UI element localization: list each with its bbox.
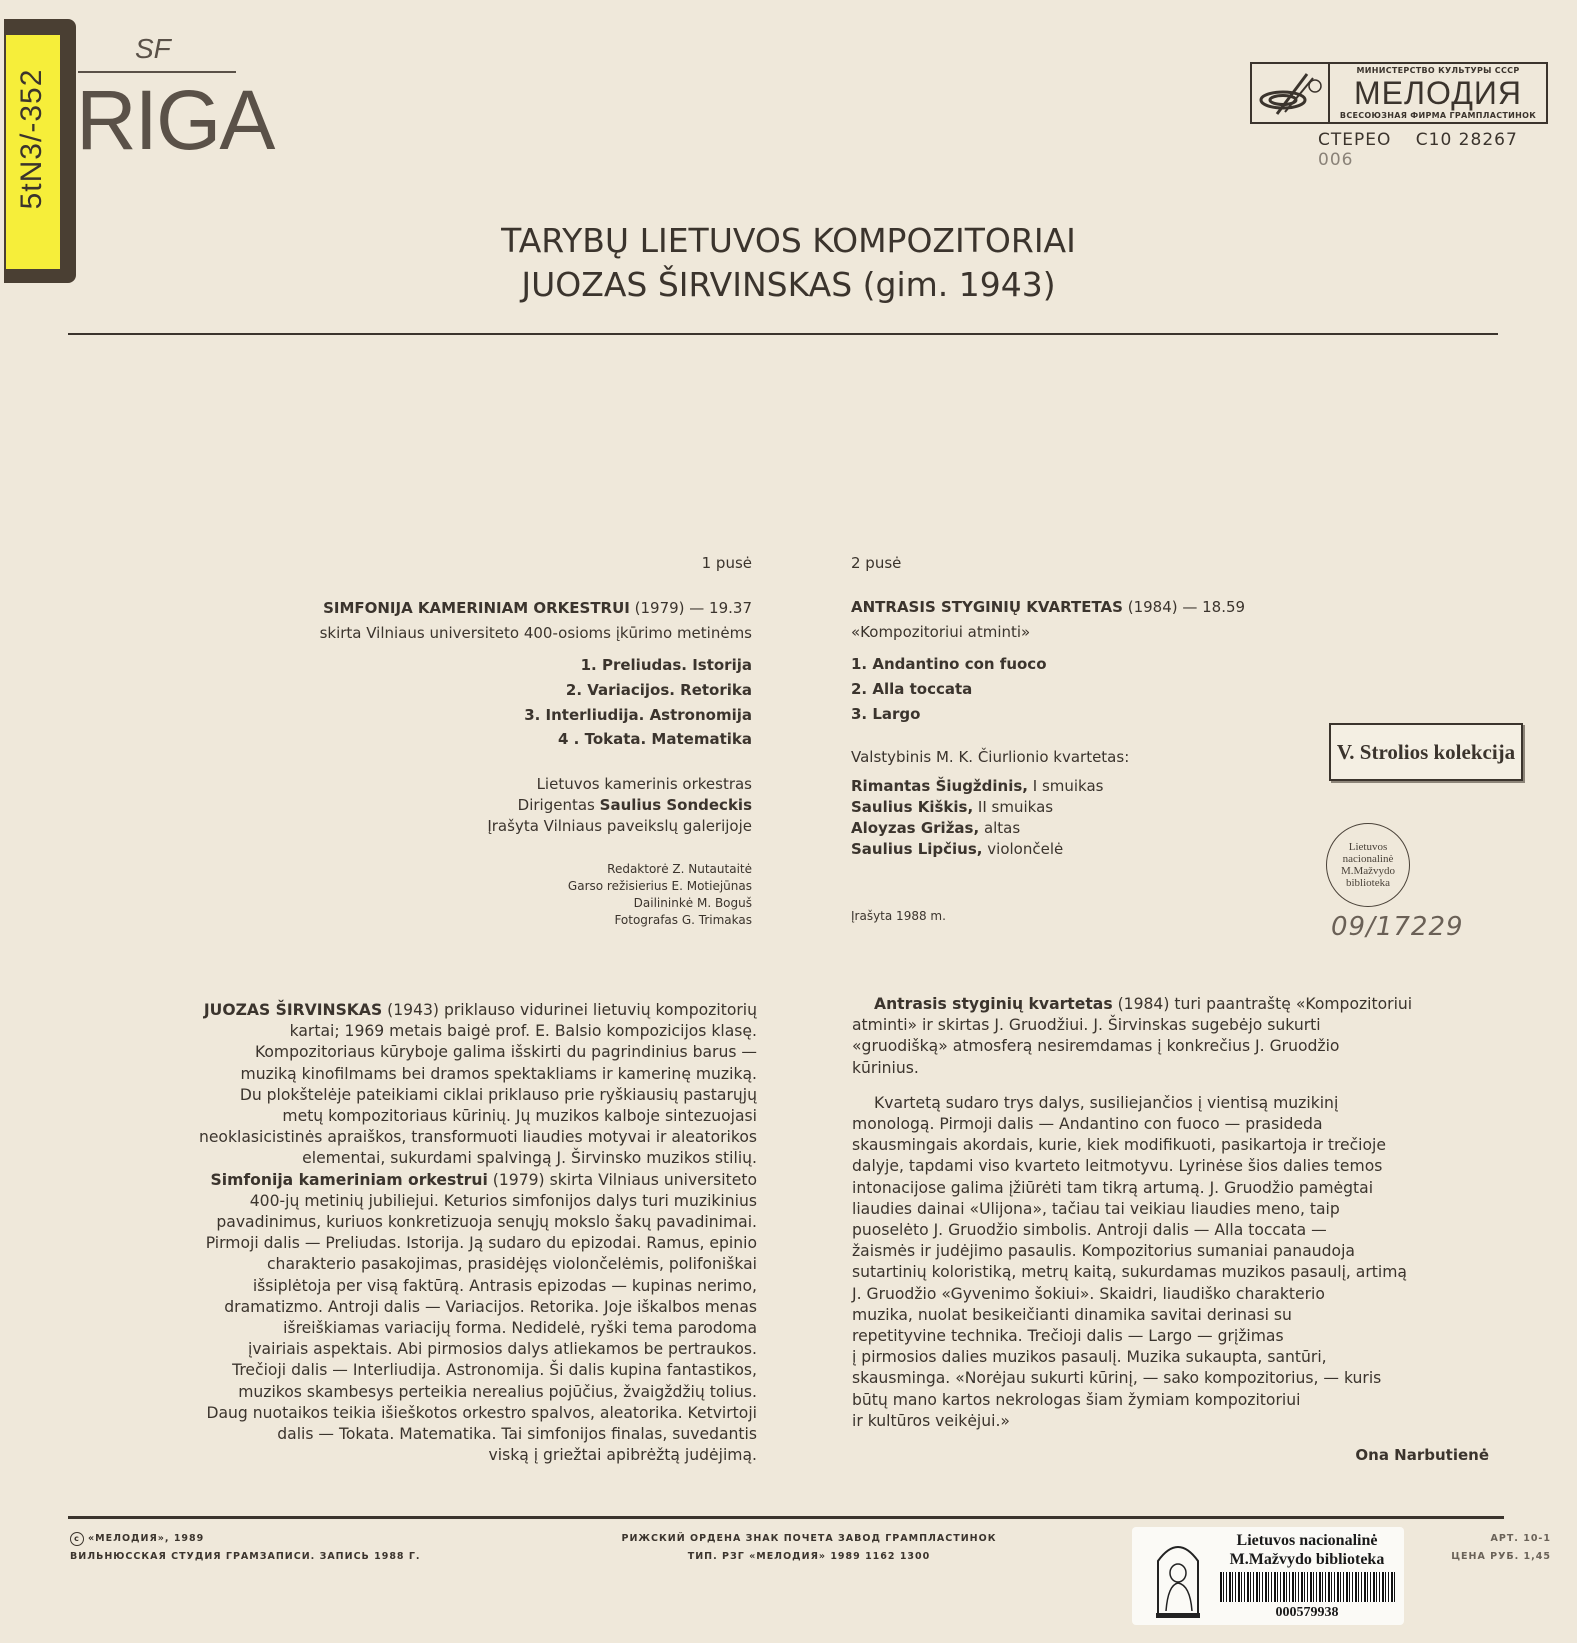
essay-line xyxy=(199,1085,757,1106)
essay-line xyxy=(199,1064,757,1085)
essay-line xyxy=(199,1212,757,1233)
stamp-line: M.Mažvydo xyxy=(1340,865,1396,877)
essay-text: skausminga. «Norėjau sukurti kūrinį, — sako kompozitorius, — kuris xyxy=(852,1369,1382,1388)
essay-text: neoklasicistinės apraiškos, transformuoti liaudies motyvai ir aleatorikos xyxy=(198,1128,757,1147)
essay-line xyxy=(199,1276,757,1297)
side1-conductor xyxy=(518,796,752,815)
essay-text: išsiplėtoja per visą faktūrą. Antrasis epizodas — kupinas nerimo, xyxy=(252,1276,757,1295)
footer-copyright: «МЕЛОДИЯ», 1989 xyxy=(88,1533,205,1544)
side1-work xyxy=(323,599,752,618)
essay-line xyxy=(199,1254,757,1275)
barcode-number: 000579938 xyxy=(1275,1605,1339,1620)
essay-text: skausmingais akordais, kurie, kiek modifikuoti, pasikartoja ir trečioje xyxy=(852,1136,1386,1155)
player-role: altas xyxy=(979,819,1021,837)
essay-line xyxy=(852,1305,1412,1326)
essay-text: išreiškiamas variacijų forma. Nedidelė, ryški tema parodoma xyxy=(283,1319,757,1338)
essay-text: muzika, nuolat besikeičianti dinamika savitai derinasi su xyxy=(852,1305,1292,1324)
essay-text: intonacijose galima įžiūrėti tam tikrą artumą. J. Gruodžio pamėgtai xyxy=(852,1178,1374,1197)
collection-stamp: V. Strolios kolekcija xyxy=(1329,723,1523,781)
stereo-label: СТЕРЕО xyxy=(1318,130,1392,150)
essay-text: kūrinius. xyxy=(852,1058,919,1077)
library-barcode-sticker xyxy=(1132,1527,1404,1625)
essay-text: sutartinių koloristiką, metrų kaitą, sukurdamas muzikos pasaulį, artimą xyxy=(852,1263,1407,1282)
player-role: II smuikas xyxy=(973,798,1054,816)
essay-text: muziką kinofilmams bei dramos spektakliams ir kamerinę muziką. xyxy=(240,1064,757,1083)
conductor-name: Saulius Sondeckis xyxy=(599,796,752,814)
catalog-number xyxy=(1318,130,1577,170)
essay-line xyxy=(852,1036,1412,1057)
essay-text: įvairiais aspektais. Abi pirmosios dalys atliekamos be pertraukos. xyxy=(248,1340,757,1359)
player xyxy=(851,798,1053,817)
player-name: Aloyzas Grižas, xyxy=(851,819,980,837)
catalog-suffix: 006 xyxy=(1318,150,1354,170)
shelf-code: 5tN3/-352 xyxy=(15,68,48,210)
ministry-text: МИНИСТЕРСТВО КУЛЬТУРЫ СССР xyxy=(1356,66,1520,75)
conductor-label: Dirigentas xyxy=(517,796,600,814)
side2-ensemble: Valstybinis M. K. Čiurlionio kvartetas: xyxy=(851,748,1130,766)
record-emblem-icon xyxy=(1252,64,1330,122)
footer-print: ТИП. РЗГ «МЕЛОДИЯ» 1989 1162 1300 xyxy=(687,1551,931,1562)
copyright-icon: c xyxy=(70,1532,84,1546)
melodiya-logo xyxy=(1250,62,1548,124)
library-emblem-icon xyxy=(1152,1533,1204,1619)
essay-text: (1979) skirta Vilniaus universiteto xyxy=(487,1170,757,1189)
player-name: Saulius Kiškis, xyxy=(851,798,974,816)
essay-line xyxy=(199,1127,757,1148)
essay-line xyxy=(852,1156,1412,1177)
essay-text: atminti» ir skirtas J. Gruodžiui. J. Širvinskas sugebėjo sukurti xyxy=(852,1016,1321,1035)
essay-text: muzikos skambesys perteikia nerealius pojūčius, žvaigždžių tolius. xyxy=(238,1382,757,1401)
player-name: Saulius Lipčius, xyxy=(851,840,983,858)
player-name: Rimantas Šiugždinis, xyxy=(851,777,1028,795)
essay-line xyxy=(199,1403,757,1424)
side2-movement: 1. Andantino con fuoco xyxy=(851,655,1047,673)
essay-line xyxy=(852,1390,1412,1411)
essay-text: repetityvine technika. Trečioji dalis — Largo — grįžimas xyxy=(852,1327,1284,1346)
player xyxy=(851,777,1103,796)
essay-line xyxy=(852,1347,1412,1368)
stamp-line: nacionalinė xyxy=(1342,853,1394,865)
essay-text: Trečioji dalis — Interliudija. Astronomija. Ši dalis kupina fantastikos, xyxy=(232,1361,757,1380)
side1-work-meta: (1979) — 19.37 xyxy=(629,599,752,617)
footer-rule xyxy=(68,1516,1504,1519)
side1-movement: 1. Preliudas. Istorija xyxy=(580,656,752,674)
side2-work-title: ANTRASIS STYGINIŲ KVARTETAS xyxy=(851,598,1123,616)
essay-text: 400-jų metinių jubiliejui. Keturios simfonijos dalys turi muzikinius xyxy=(249,1191,757,1210)
essay-line xyxy=(199,1000,757,1021)
essay-left xyxy=(199,1000,757,1466)
credit: Garso režisierius E. Motiejūnas xyxy=(567,879,752,893)
essay-bold: Antrasis styginių kvartetas xyxy=(874,995,1113,1013)
player-role: violončelė xyxy=(982,840,1064,858)
essay-line xyxy=(852,1284,1412,1305)
essay-text: liaudies dainai «Ulijona», tačiau tai veikiau liaudies meno, taip xyxy=(852,1199,1340,1218)
essay-line xyxy=(199,1021,757,1042)
catalog-code: С10 28267 xyxy=(1415,130,1518,150)
side2-subtitle: «Kompozitoriui atminti» xyxy=(851,623,1031,641)
essay-text: puoselėto J. Gruodžio simbolis. Antroji dalis — Alla toccata — xyxy=(852,1221,1327,1240)
essay-text: Daug nuotaikos teikia išieškotos orkestro spalvos, aleatorika. Ketvirtoji xyxy=(206,1403,757,1422)
essay-author: Ona Narbutienė xyxy=(1355,1446,1489,1464)
essay-line xyxy=(852,1093,1412,1114)
stamp-line: biblioteka xyxy=(1346,877,1390,889)
credit: Dailininkė M. Boguš xyxy=(633,896,752,910)
essay-text: ir kultūros veikėjui.» xyxy=(852,1411,1010,1430)
stamp-line: Lietuvos xyxy=(1348,841,1388,853)
essay-text: «gruodišką» atmosferą nesiremdamas į konkrečius J. Gruodžio xyxy=(852,1037,1340,1056)
essay-line xyxy=(199,1339,757,1360)
side1-movement: 3. Interliudija. Astronomija xyxy=(524,706,752,724)
essay-right xyxy=(852,994,1412,1432)
essay-line xyxy=(852,1058,1412,1079)
side2-movement: 3. Largo xyxy=(851,705,921,723)
library-round-stamp xyxy=(1326,823,1410,907)
essay-text: Kompozitoriaus kūryboje galima išskirti du pagrindinius barus — xyxy=(254,1043,757,1062)
essay-text: (1984) turi paantraštę «Kompozitoriui xyxy=(1112,995,1413,1013)
side2-work xyxy=(851,598,1245,617)
essay-text: dalis — Tokata. Matematika. Tai simfonijos finalas, suvedantis xyxy=(277,1425,757,1444)
essay-text: monologą. Pirmoji dalis — Andantino con fuoco — prasideda xyxy=(852,1115,1323,1134)
essay-text: žaismės ir judėjimo pasaulis. Kompozitorius sumaniai panaudoja xyxy=(852,1242,1355,1261)
essay-text: elementai, sukurdami spalvingą J. Širvinsko muzikos stilių. xyxy=(302,1149,757,1168)
essay-line xyxy=(852,1368,1412,1389)
essay-line xyxy=(852,1411,1412,1432)
side1-recorded: Įrašyta Vilniaus paveikslų galerijoje xyxy=(487,817,752,835)
essay-text: pavadinimus, kuriuos konkretizuoja senųjų mokslo šakų pavadinimai. xyxy=(216,1213,757,1232)
essay-line xyxy=(199,1360,757,1381)
side2-recorded: Įrašyta 1988 m. xyxy=(851,909,946,923)
essay-bold: JUOZAS ŠIRVINSKAS xyxy=(203,1001,383,1019)
side2-label: 2 pusė xyxy=(851,554,902,572)
handwritten-number: 09/17229 xyxy=(1331,912,1464,942)
essay-bold: Simfonija kameriniam orkestrui xyxy=(210,1170,488,1189)
essay-line xyxy=(852,1114,1412,1135)
essay-line xyxy=(852,1199,1412,1220)
essay-line xyxy=(199,1318,757,1339)
essay-text: kartai; 1969 metais baigė prof. E. Balsio kompozicijos klasę. xyxy=(289,1022,757,1041)
essay-line xyxy=(852,1178,1412,1199)
essay-text: viską į griežtai apibrėžtą judėjimą. xyxy=(488,1446,757,1465)
essay-text: būtų mano kartos nekrologas šiam žymiam kompozitoriui xyxy=(852,1390,1301,1409)
essay-text: Du plokštelėje pateikiami ciklai priklauso prie ryškiausių pastarųjų xyxy=(239,1085,757,1104)
player xyxy=(851,840,1063,859)
side1-work-title: SIMFONIJA KAMERINIAM ORKESTRUI xyxy=(323,599,630,617)
essay-text: Pirmoji dalis — Preliudas. Istorija. Ją sudaro du epizodai. Ramus, epinio xyxy=(205,1234,757,1253)
essay-line xyxy=(199,1445,757,1466)
essay-text: J. Gruodžio «Gyvenimo šokiui». Skaidri, liaudiško charakterio xyxy=(852,1284,1325,1303)
essay-line xyxy=(199,1148,757,1169)
side1-label: 1 pusė xyxy=(701,554,752,572)
melodiya-name: МЕЛОДИЯ xyxy=(1354,75,1522,111)
essay-line xyxy=(852,1015,1412,1036)
essay-line xyxy=(199,1382,757,1403)
essay-text: metų kompozitoriaus kūrinių. Jų muzikos kalboje sintezuojasi xyxy=(282,1107,757,1126)
essay-line xyxy=(852,994,1412,1015)
side2-movement: 2. Alla toccata xyxy=(851,680,973,698)
firm-text: ВСЕСОЮЗНАЯ ФИРМА ГРАМПЛАСТИНОК xyxy=(1339,111,1537,120)
credit: Fotografas G. Trimakas xyxy=(614,913,752,927)
side1-dedication: skirta Vilniaus universiteto 400-osioms įkūrimo metinėms xyxy=(319,624,752,642)
sticker-line1: Lietuvos nacionalinė xyxy=(1236,1532,1378,1549)
footer-left xyxy=(70,1530,421,1566)
composer-title: JUOZAS ŠIRVINSKAS (gim. 1943) xyxy=(521,265,1056,304)
essay-line xyxy=(199,1191,757,1212)
brand-sf: SF xyxy=(135,33,171,64)
footer-studio: ВИЛЬНЮССКАЯ СТУДИЯ ГРАМЗАПИСИ. ЗАПИСЬ 1988 Г. xyxy=(70,1551,421,1562)
series-title: TARYBŲ LIETUVOS KOMPOZITORIAI xyxy=(501,221,1076,260)
header-rule xyxy=(68,333,1498,335)
footer-center xyxy=(613,1530,1005,1566)
essay-line xyxy=(199,1297,757,1318)
side2-work-meta: (1984) — 18.59 xyxy=(1122,598,1246,616)
credit: Redaktorė Z. Nutautaitė xyxy=(607,862,752,876)
barcode xyxy=(1220,1572,1395,1602)
essay-text: Kvartetą sudaro trys dalys, susiliejančios į vientisą muzikinį xyxy=(874,1093,1339,1112)
sticker-line2: M.Mažvydo biblioteka xyxy=(1229,1551,1385,1568)
essay-line xyxy=(199,1106,757,1127)
essay-line xyxy=(852,1241,1412,1262)
side1-movement: 2. Variacijos. Retorika xyxy=(565,681,752,699)
player-role: I smuikas xyxy=(1027,777,1104,795)
footer-art: АРТ. 10-1 xyxy=(1490,1533,1551,1544)
player xyxy=(851,819,1020,838)
essay-text: dalyje, tapdami viso kvarteto leitmotyvu. Lyrinėse šios dalies temos xyxy=(852,1157,1383,1176)
essay-text: charakterio pasakojimas, prasidėjęs violončelėmis, polifoniškai xyxy=(266,1255,757,1274)
essay-line xyxy=(852,1326,1412,1347)
essay-line xyxy=(852,1135,1412,1156)
essay-text: į pirmosios dalies muzikos pasaulį. Muzika sukaupta, santūri, xyxy=(852,1348,1327,1367)
essay-line xyxy=(852,1262,1412,1283)
footer-price: ЦЕНА РУБ. 1,45 xyxy=(1451,1551,1551,1562)
essay-line xyxy=(852,1220,1412,1241)
footer-plant: РИЖСКИЙ ОРДЕНА ЗНАК ПОЧЕТА ЗАВОД ГРАМПЛАСТИНОК xyxy=(621,1533,997,1544)
essay-line xyxy=(199,1042,757,1063)
essay-line xyxy=(199,1170,757,1191)
essay-text: dramatizmo. Antroji dalis — Variacijos. Retorika. Joje iškalbos menas xyxy=(224,1297,757,1316)
footer-right xyxy=(1451,1530,1551,1566)
essay-line xyxy=(199,1233,757,1254)
essay-line xyxy=(199,1424,757,1445)
brand-riga-logo: RIGA xyxy=(76,73,274,167)
side1-performer: Lietuvos kamerinis orkestras xyxy=(536,775,752,793)
side1-movement: 4 . Tokata. Matematika xyxy=(558,730,752,748)
essay-text: (1943) priklauso vidurinei lietuvių kompozitorių xyxy=(382,1001,757,1019)
